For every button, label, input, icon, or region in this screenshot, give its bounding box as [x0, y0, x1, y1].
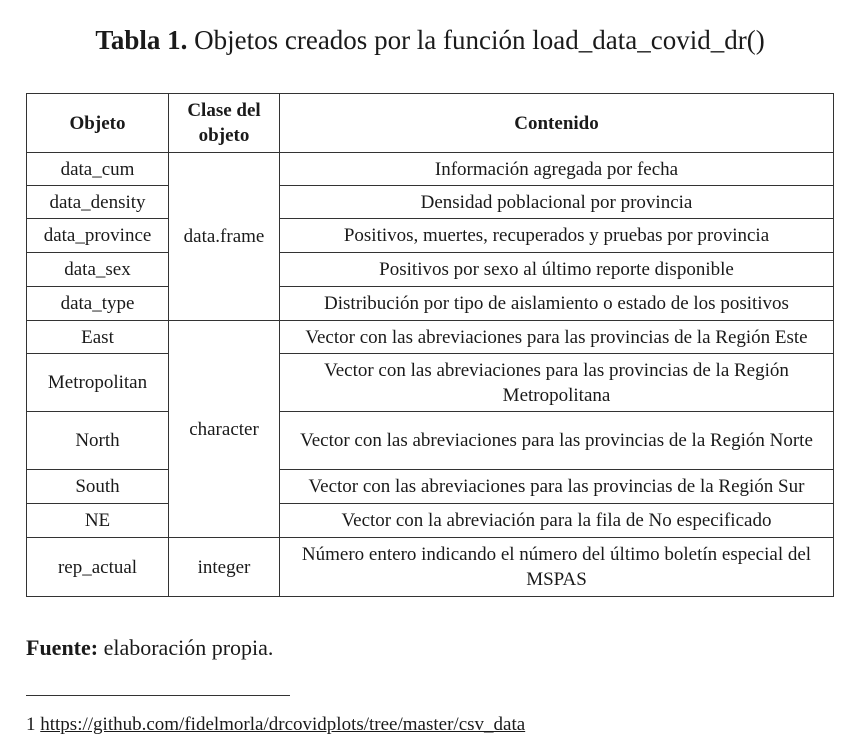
cell-contenido: Vector con las abreviaciones para las provincias de la Región Este	[280, 321, 834, 354]
source-note	[26, 633, 273, 663]
header-objeto: Objeto	[27, 94, 169, 153]
cell-objeto: East	[27, 321, 169, 354]
table-row	[27, 504, 834, 538]
cell-contenido: Vector con las abreviaciones para las provincias de la Región Norte	[280, 412, 834, 470]
cell-objeto: Metropolitan	[27, 354, 169, 412]
table-row	[27, 538, 834, 597]
caption-text: Objetos creados por la función load_data_covid_dr()	[194, 25, 765, 55]
cell-objeto: NE	[27, 504, 169, 538]
footnote	[26, 712, 525, 738]
cell-contenido: Densidad poblacional por provincia	[280, 186, 834, 219]
cell-contenido: Distribución por tipo de aislamiento o estado de los positivos	[280, 287, 834, 321]
table-row	[27, 219, 834, 253]
footnote-number: 1	[26, 714, 36, 735]
caption-label: Tabla 1.	[95, 25, 188, 55]
table-row	[27, 412, 834, 470]
header-clase: Clase del objeto	[169, 94, 280, 153]
objects-table	[26, 93, 834, 597]
table-caption	[0, 20, 860, 60]
cell-contenido: Vector con la abreviación para la fila de No especificado	[280, 504, 834, 538]
cell-contenido: Positivos, muertes, recuperados y pruebas por provincia	[280, 219, 834, 253]
table-row	[27, 321, 834, 354]
cell-objeto: North	[27, 412, 169, 470]
cell-contenido: Información agregada por fecha	[280, 153, 834, 186]
cell-objeto: data_sex	[27, 253, 169, 287]
cell-contenido: Vector con las abreviaciones para las provincias de la Región Sur	[280, 470, 834, 504]
table-row	[27, 470, 834, 504]
cell-objeto: data_cum	[27, 153, 169, 186]
cell-objeto: data_province	[27, 219, 169, 253]
source-label: Fuente:	[26, 635, 99, 660]
cell-clase: data.frame	[169, 153, 280, 321]
cell-clase: integer	[169, 538, 280, 597]
cell-contenido: Número entero indicando el número del último boletín especial del MSPAS	[280, 538, 834, 597]
cell-objeto: data_type	[27, 287, 169, 321]
cell-contenido: Positivos por sexo al último reporte disponible	[280, 253, 834, 287]
source-text: elaboración propia.	[103, 635, 274, 660]
footnote-link[interactable]: https://github.com/fidelmorla/drcovidplots/tree/master/csv_data	[40, 714, 526, 735]
table-header-row	[27, 94, 834, 153]
cell-clase: character	[169, 321, 280, 538]
cell-objeto: data_density	[27, 186, 169, 219]
table-row	[27, 253, 834, 287]
table-row	[27, 287, 834, 321]
cell-contenido: Vector con las abreviaciones para las provincias de la Región Metropolitana	[280, 354, 834, 412]
table-row	[27, 153, 834, 186]
table-row	[27, 354, 834, 412]
cell-objeto: rep_actual	[27, 538, 169, 597]
header-contenido: Contenido	[280, 94, 834, 153]
table-row	[27, 186, 834, 219]
footnote-divider	[26, 695, 290, 696]
cell-objeto: South	[27, 470, 169, 504]
